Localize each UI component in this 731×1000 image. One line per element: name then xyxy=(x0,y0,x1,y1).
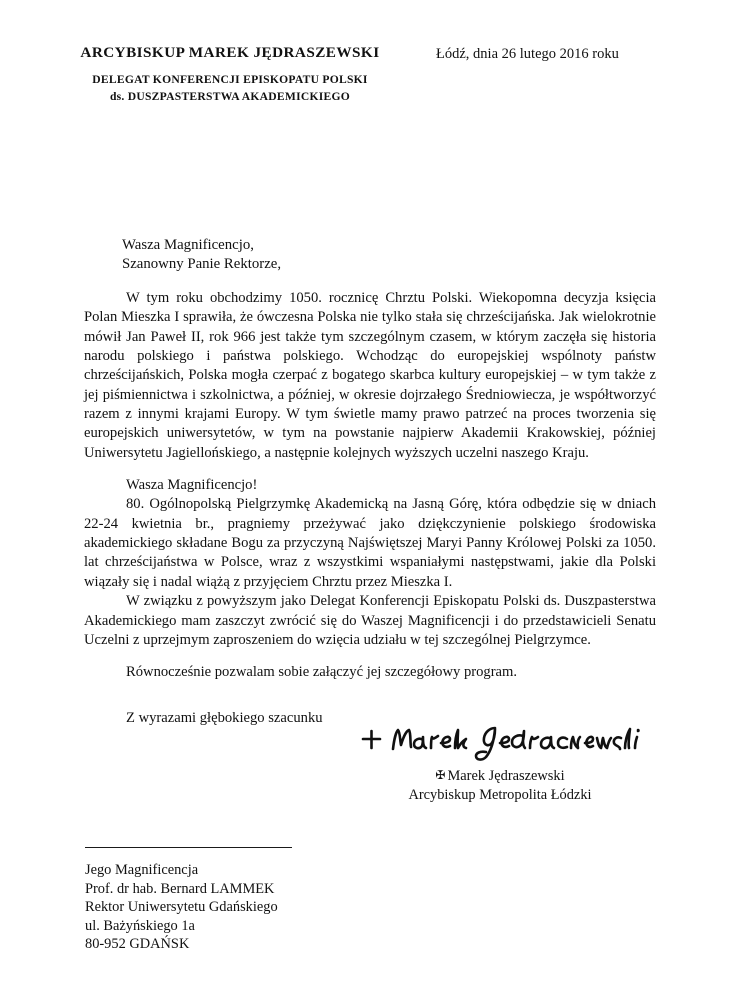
signature-title: Arcybiskup Metropolita Łódzki xyxy=(408,786,592,803)
salutation-line-2: Szanowny Panie Rektorze, xyxy=(122,256,282,272)
recipient-line-3: Rektor Uniwersytetu Gdańskiego xyxy=(85,899,278,916)
salutation-line-1: Wasza Magnificencjo, xyxy=(122,237,254,253)
recipient-line-2: Prof. dr hab. Bernard LAMMEK xyxy=(85,880,275,897)
recipient-line-5: 80-952 GDAŃSK xyxy=(85,936,190,953)
salutation xyxy=(122,236,281,274)
address-divider xyxy=(85,847,292,848)
body-paragraph-2: 80. Ogólnopolską Pielgrzymkę Akademicką na Jasną Górę, która odbędzie się w dniach 22-24 kwietnia br., pragniemy przeżywać jako dziękczynienie polskiego środowiska akademickiego składane Bogu za przyczyną Najświętszej Maryi Panny Królowej Polski za 1050. lat chrześcijaństwa w Polsce, wraz z wszystkimi wspaniałymi następstwami, jakie dla Polski wiązały się i nadal wiążą z przyjęciem Chrztu przez Mieszka I. xyxy=(84,496,656,590)
body-paragraph-3: W związku z powyższym jako Delegat Konferencji Episkopatu Polski ds. Duszpasterstwa Akademickiego mam zaszczyt zwrócić się do Waszej Magnificencji i do przedstawicieli Senatu Uczelni z uprzejmym zaproszeniem do wzięcia udziału w tej szczególnej Pielgrzymce. xyxy=(84,593,656,648)
recipient-address xyxy=(85,861,278,954)
body-paragraph-4: Równocześnie pozwalam sobie załączyć jej szczegółowy program. xyxy=(126,664,518,681)
handwritten-signature-icon xyxy=(355,718,645,764)
signature-block xyxy=(340,718,660,804)
paragraph-spacer xyxy=(84,650,656,663)
recipient-line-4: ul. Bażyńskiego 1a xyxy=(85,917,195,934)
letterhead-name: ARCYBISKUP MAREK JĘDRASZEWSKI xyxy=(80,44,380,61)
recipient-line-1: Jego Magnificencja xyxy=(85,862,199,878)
paragraph-spacer xyxy=(84,463,656,476)
dateline: Łódź, dnia 26 lutego 2016 roku xyxy=(436,46,619,62)
body-closing: Z wyrazami głębokiego szacunku xyxy=(126,709,323,726)
letterhead xyxy=(55,44,405,104)
letter-body xyxy=(84,289,656,728)
body-sub-salutation: Wasza Magnificencjo! xyxy=(126,477,258,494)
letterhead-role-line-2: ds. DUSZPASTERSTWA AKADEMICKIEGO xyxy=(109,90,351,104)
episcopal-cross-icon: ✠ xyxy=(435,768,446,782)
signature-name: Marek Jędraszewski xyxy=(447,768,565,784)
paragraph-spacer xyxy=(84,683,656,696)
body-paragraph-1: W tym roku obchodzimy 1050. rocznicę Chrztu Polski. Wiekopomna decyzja księcia Polan Mieszka I sprawiła, że ówczesna Polska nie tylko stała się chrześcijańska. Jak wielokrotnie mówił Jan Paweł II, rok 966 jest także tym szczególnym czasem, w którym zaczęła się historia narodu polskiego i państwa polskiego. Wchodząc do europejskiej wspólnoty państw chrześcijańskich, Polska mogła czerpać z bogatego skarbca kultury europejskiej – w tym także z jej piśmiennictwa i szkolnictwa, a później, w okresie dojrzałego Średniowiecza, je współtworzyć razem z innymi krajami Europy. W tym świetle mamy prawo patrzeć na proces tworzenia się europejskich uniwersytetów, w tym na powstanie najpierw Akademii Krakowskiej, później Uniwersytetu Jagiellońskiego, a następnie kolejnych wyższych uczelni naszego Kraju. xyxy=(84,290,656,461)
signature-name-line xyxy=(340,766,660,786)
letterhead-role-line-1: DELEGAT KONFERENCJI EPISKOPATU POLSKI xyxy=(92,73,368,87)
paragraph-spacer xyxy=(84,696,656,709)
